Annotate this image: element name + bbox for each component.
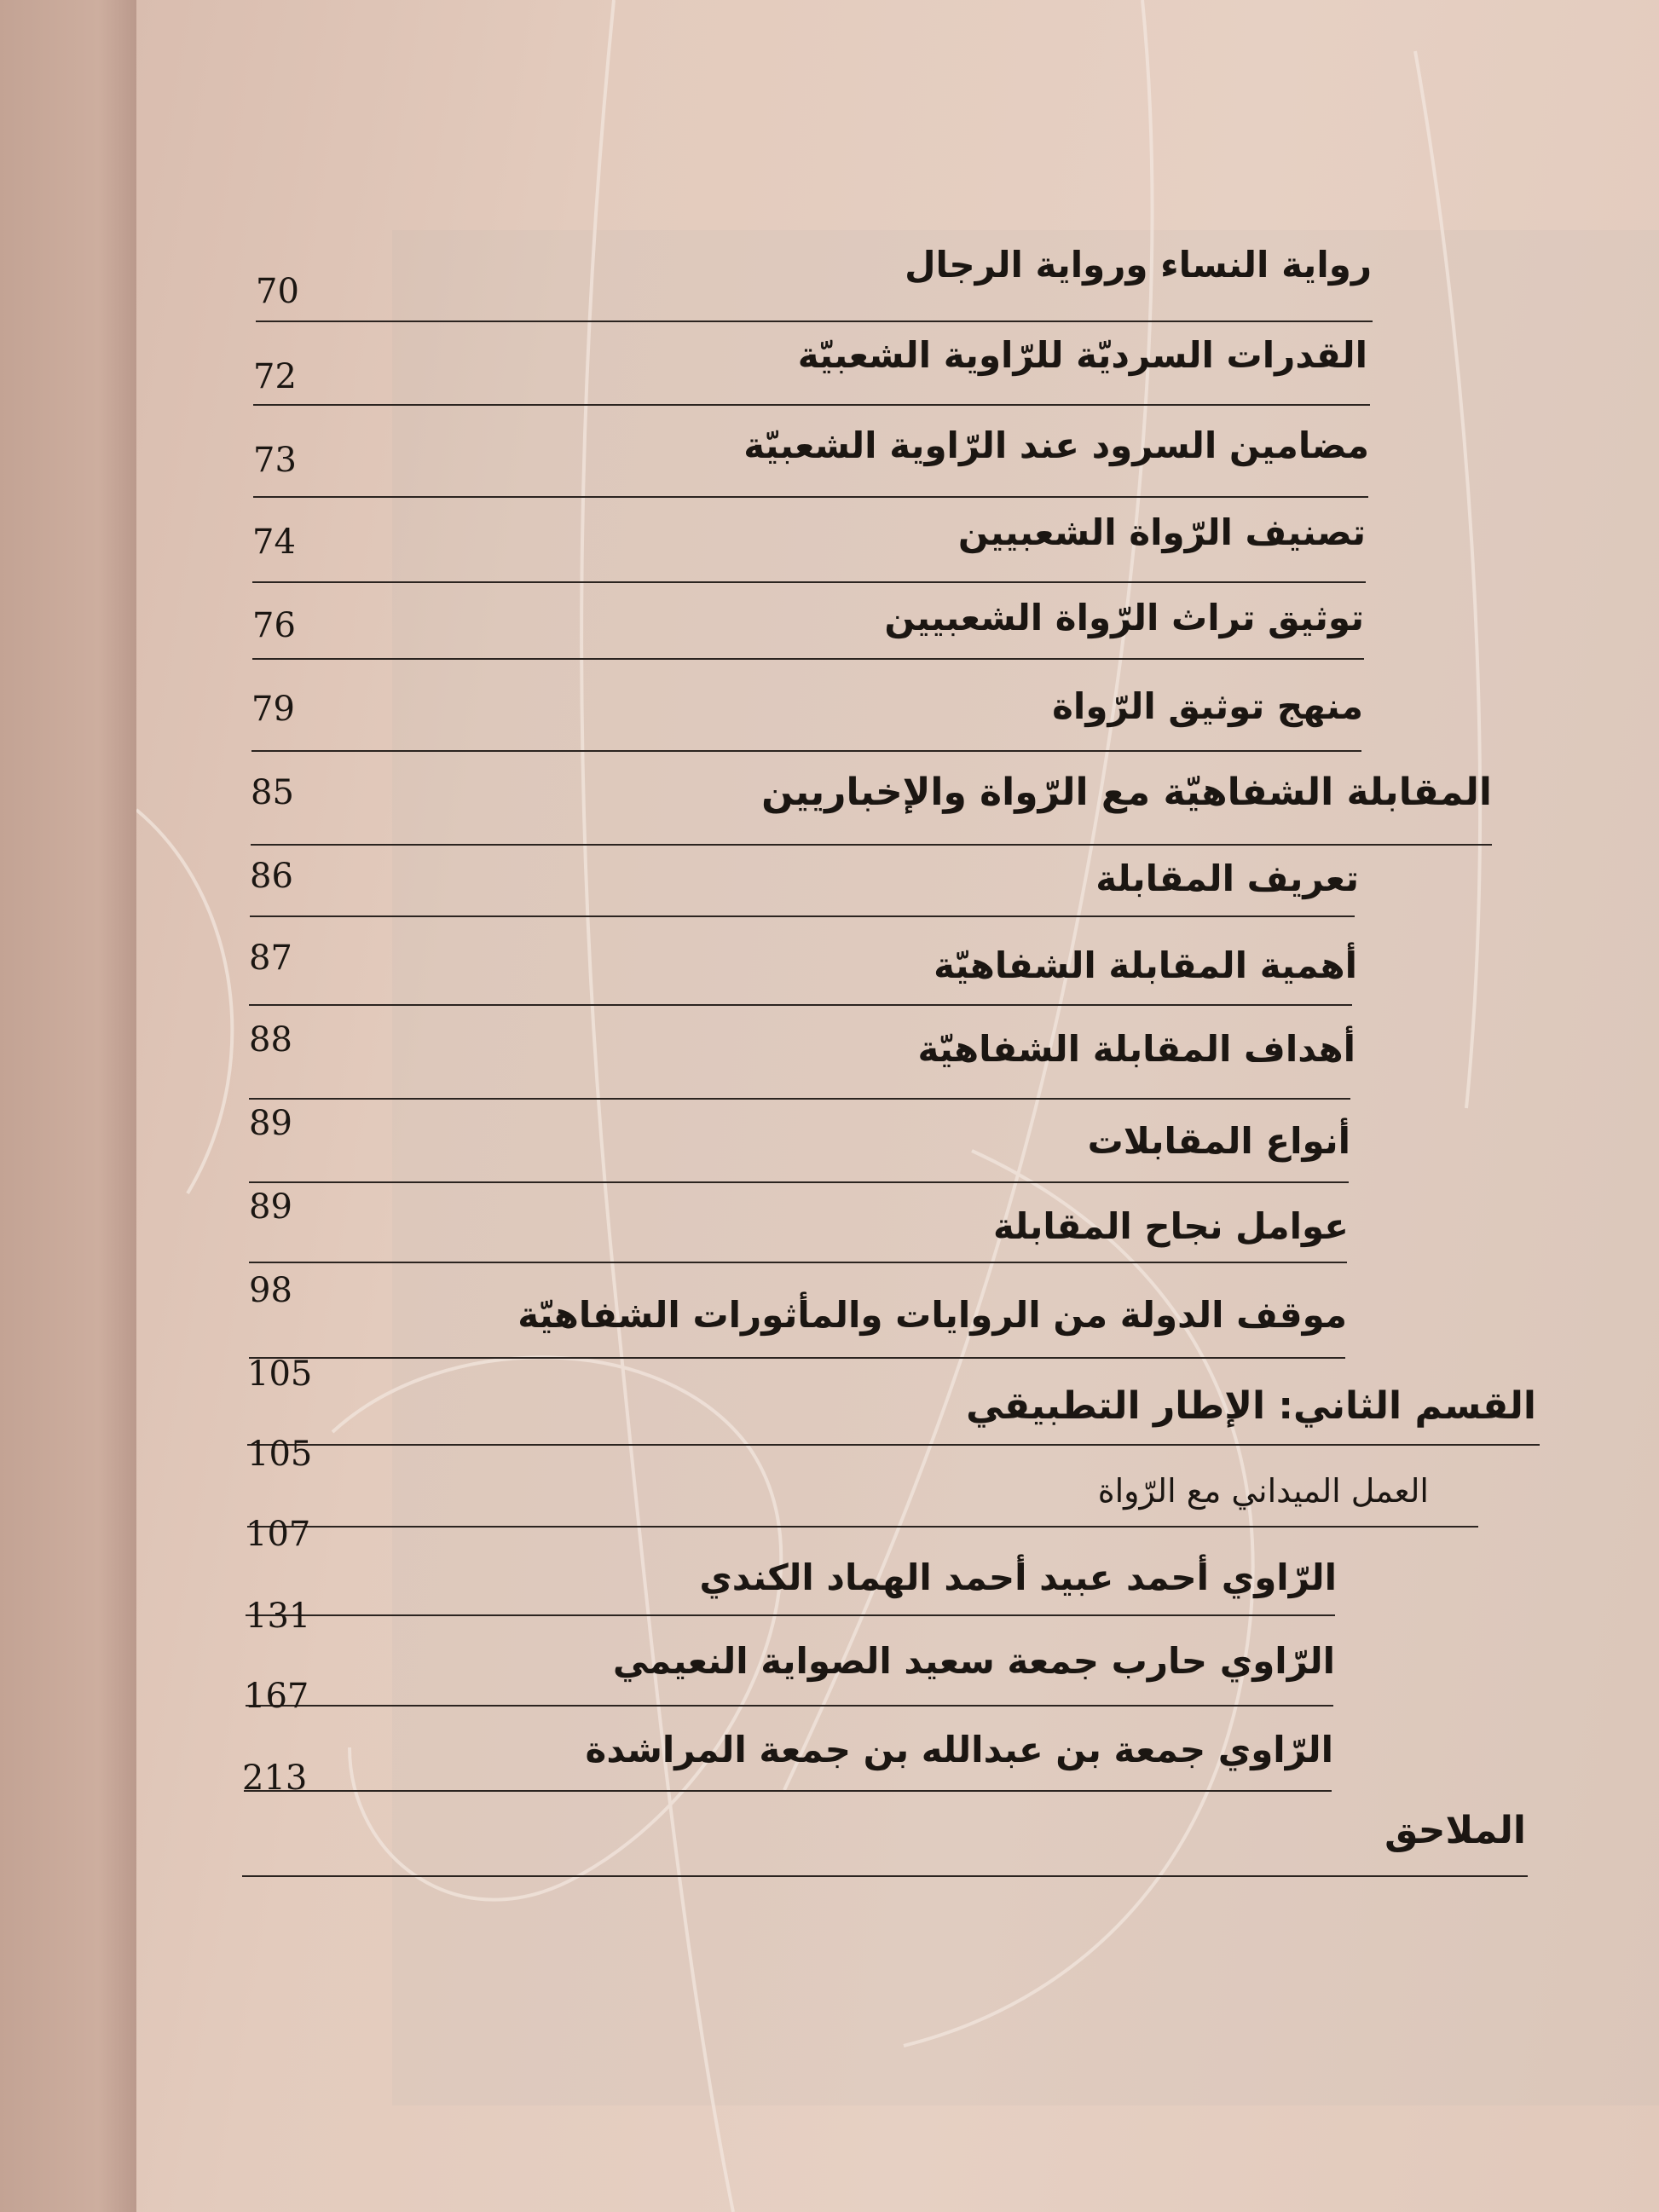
toc-entry-page: 76	[252, 606, 296, 645]
toc-entry-title: الرّاوي أحمد عبيد أحمد الهماد الكندي	[699, 1556, 1337, 1598]
toc-entry-page: 131	[246, 1597, 311, 1636]
toc-rule	[247, 1526, 1478, 1528]
toc-entry-page: 73	[253, 441, 297, 480]
toc-entry-page: 98	[249, 1271, 292, 1310]
toc-entry-page: 105	[247, 1354, 313, 1394]
toc-rule	[247, 1444, 1540, 1446]
toc-entry-page: 167	[244, 1677, 309, 1716]
toc-entry-title: أهداف المقابلة الشفاهيّة	[917, 1028, 1356, 1070]
toc-entry-page: 89	[249, 1104, 292, 1143]
toc-entry-title: تصنيف الرّواة الشعبيين	[957, 511, 1366, 553]
toc-entry-page: 79	[251, 690, 295, 729]
toc-rule	[249, 1004, 1352, 1006]
toc-rule	[252, 658, 1364, 660]
toc-entry-page: 89	[249, 1187, 292, 1227]
toc-entry-page: 86	[250, 857, 293, 896]
toc-rule	[249, 1181, 1349, 1183]
toc-entry-page: 70	[256, 272, 299, 311]
toc-entry-page: 87	[249, 939, 292, 978]
toc-entry-page: 107	[246, 1515, 311, 1554]
toc-entry-title: الرّاوي حارب جمعة سعيد الصواية النعيمي	[612, 1640, 1335, 1682]
toc-rule	[242, 1875, 1528, 1877]
toc-rule	[251, 750, 1361, 752]
toc-rule	[246, 1614, 1335, 1616]
toc-entry-title: الملاحق	[1384, 1809, 1526, 1852]
toc-entry-title: مضامين السرود عند الرّاوية الشعبيّة	[743, 424, 1369, 466]
toc-rule	[244, 1790, 1332, 1792]
toc-entry-page: 74	[252, 523, 296, 562]
toc-entry-title: القسم الثاني: الإطار التطبيقي	[966, 1384, 1536, 1428]
toc-entry-page: 105	[247, 1435, 313, 1474]
toc-entry-title: منهج توثيق الرّواة	[1052, 685, 1363, 727]
toc-rule	[249, 1357, 1345, 1359]
toc-entry-title: أهمية المقابلة الشفاهيّة	[934, 944, 1357, 986]
toc-rule	[252, 581, 1366, 583]
toc-rule	[253, 404, 1370, 406]
toc-entry-title: رواية النساء ورواية الرجال	[905, 244, 1372, 286]
toc-entry-page: 72	[253, 357, 297, 396]
toc-entry-page: 213	[242, 1759, 308, 1798]
toc-entry-title: عوامل نجاح المقابلة	[993, 1205, 1349, 1247]
toc-rule	[251, 844, 1492, 846]
toc-entry-title: أنواع المقابلات	[1087, 1120, 1350, 1162]
toc-entry-page: 85	[251, 773, 294, 812]
toc-entry-title: موقف الدولة من الروايات والمأثورات الشفاهيّة	[517, 1294, 1347, 1336]
toc-rule	[249, 1262, 1347, 1263]
toc-rule	[250, 915, 1355, 917]
toc-entry-title: توثيق تراث الرّواة الشعبيين	[884, 597, 1364, 638]
toc-entry-title: العمل الميداني مع الرّواة	[1097, 1472, 1429, 1510]
toc-entry-title: الرّاوي جمعة بن عبدالله بن جمعة المراشدة	[585, 1729, 1333, 1770]
toc-rule	[256, 321, 1373, 322]
toc-rule	[253, 496, 1368, 498]
toc-entry-title: القدرات السرديّة للرّاوية الشعبيّة	[797, 334, 1367, 376]
toc-entry-title: المقابلة الشفاهيّة مع الرّواة والإخباريين	[761, 771, 1492, 814]
toc-entry-page: 88	[249, 1020, 292, 1060]
toc-rule	[246, 1705, 1333, 1707]
toc-rule	[249, 1098, 1350, 1100]
toc-entry-title: تعريف المقابلة	[1095, 858, 1359, 899]
